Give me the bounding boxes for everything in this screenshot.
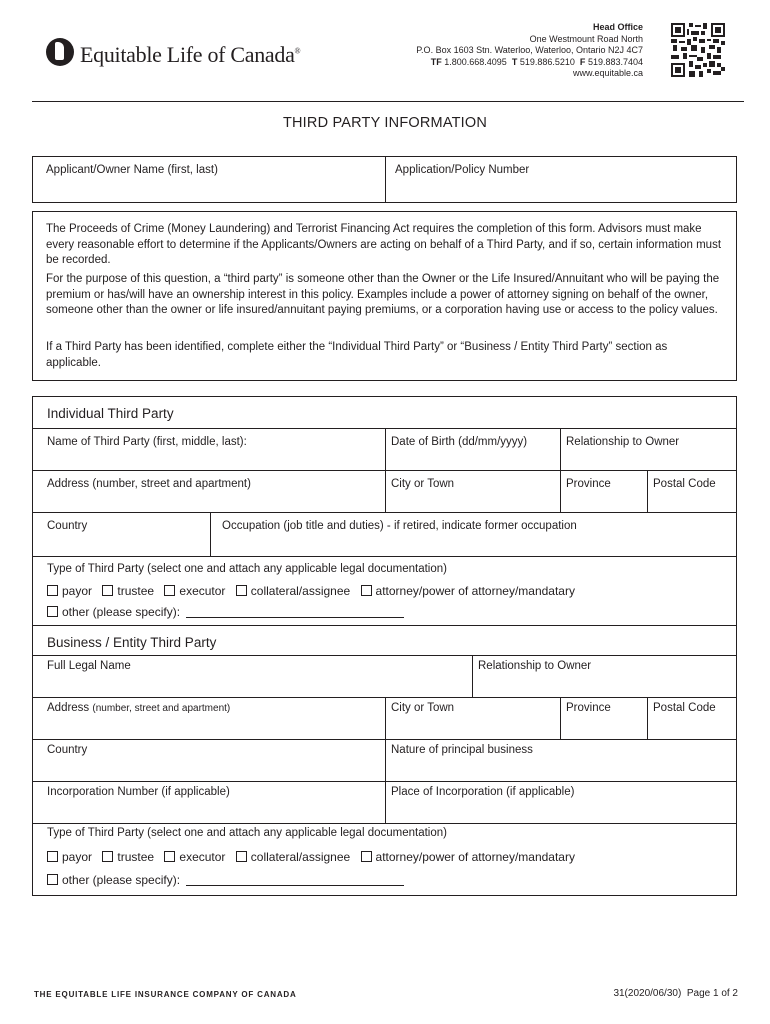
website: www.equitable.ca [572,68,643,78]
col-divider [385,781,386,823]
checkbox-icon[interactable] [236,585,247,596]
footer-company: THE EQUITABLE LIFE INSURANCE COMPANY OF CANADA [34,990,297,999]
individual-heading: Individual Third Party [47,406,174,421]
business-relationship-field[interactable]: Relationship to Owner [478,660,592,672]
checkbox-icon[interactable] [236,851,247,862]
business-type-options [47,850,582,864]
business-type-label: Type of Third Party (select one and attach any applicable legal documentation) [47,827,447,839]
incorporation-number-field[interactable]: Incorporation Number (if applicable) [47,786,230,798]
business-city-field[interactable]: City or Town [391,702,455,714]
individual-postal-code-field[interactable]: Postal Code [653,478,716,490]
col-divider [385,697,386,739]
address-line-1: One Westmount Road North [529,33,643,44]
col-divider [560,470,561,512]
business-option-attorney[interactable]: attorney/power of attorney/mandatary [361,850,575,864]
individual-type-options [47,584,582,598]
page-title: THIRD PARTY INFORMATION [282,115,488,131]
checkbox-icon[interactable] [47,851,58,862]
other-specify-line[interactable] [186,617,404,618]
business-option-collateral[interactable]: collateral/assignee [236,850,350,864]
intro-paragraph-2: For the purpose of this question, a “third party” is someone other than the Owner or the Life Insured/Annuitant who will be paying the premium or has/will have an ownership interest in this policy. Examples include a power of attorney signing on behalf of the owner, someone other than the owner or life insured/annuitant paying premiums, or a corporation having use or access to the policy values. [46,273,720,316]
row-divider [32,556,737,557]
head-office-block [323,22,643,80]
checkbox-icon[interactable] [361,851,372,862]
individual-city-field[interactable]: City or Town [391,478,455,490]
checkbox-icon[interactable] [361,585,372,596]
footer-page-info: 31(2020/06/30) Page 1 of 2 [613,988,738,999]
qr-code-icon [671,23,725,77]
business-postal-code-field[interactable]: Postal Code [653,702,716,714]
business-province-field[interactable]: Province [566,702,611,714]
row-divider [32,655,737,656]
checkbox-icon[interactable] [102,585,113,596]
checkbox-icon[interactable] [47,585,58,596]
full-legal-name-field[interactable]: Full Legal Name [47,660,131,672]
header-divider [32,101,744,102]
individual-type-label: Type of Third Party (select one and attach any applicable legal documentation) [47,563,447,575]
col-divider [647,470,648,512]
business-option-other[interactable]: other (please specify): [47,873,404,887]
address-line-2: P.O. Box 1603 Stn. Waterloo, Waterloo, Ontario N2J 4C7 [416,45,643,55]
business-option-payor[interactable]: payor [47,850,92,864]
business-option-executor[interactable]: executor [164,850,225,864]
col-divider [472,655,473,697]
date-of-birth-field[interactable]: Date of Birth (dd/mm/yyyy) [391,436,528,448]
individual-option-executor[interactable]: executor [164,584,225,598]
section-divider [32,625,737,626]
col-divider [385,739,386,781]
business-heading: Business / Entity Third Party [47,635,217,650]
individual-option-payor[interactable]: payor [47,584,92,598]
col-divider [385,470,386,512]
third-party-name-field[interactable]: Name of Third Party (first, middle, last): [47,436,247,448]
individual-option-trustee[interactable]: trustee [102,584,154,598]
business-address-field[interactable]: Address (number, street and apartment) [47,702,231,714]
business-country-field[interactable]: Country [47,744,88,756]
individual-country-field[interactable]: Country [47,520,88,532]
individual-relationship-field[interactable]: Relationship to Owner [566,436,680,448]
business-option-trustee[interactable]: trustee [102,850,154,864]
col-divider [210,512,211,556]
col-divider [385,428,386,470]
individual-address-field[interactable]: Address (number, street and apartment) [47,478,251,490]
equitable-logo-icon [46,38,74,66]
intro-paragraph-1: The Proceeds of Crime (Money Laundering) and Terrorist Financing Act requires the completion of this form. Advisors must make every reasonable effort to determine if the Applicants/Owners are acting on behalf of a Third Party, and if so, certain information must be recorded. [46,223,722,266]
row-divider [32,512,737,513]
col-divider [647,697,648,739]
individual-option-collateral[interactable]: collateral/assignee [236,584,350,598]
company-logo-text: Equitable Life of Canada® [80,42,301,67]
checkbox-icon[interactable] [102,851,113,862]
other-specify-line[interactable] [186,885,404,886]
occupation-field[interactable]: Occupation (job title and duties) - if retired, indicate former occupation [222,520,577,532]
col-divider [560,428,561,470]
checkbox-icon[interactable] [47,874,58,885]
checkbox-icon[interactable] [47,606,58,617]
applicant-name-field[interactable]: Applicant/Owner Name (first, last) [46,164,218,176]
individual-province-field[interactable]: Province [566,478,611,490]
phone-line: TF 1.800.668.4095 T 519.886.5210 F 519.883.7404 [430,56,643,67]
nature-of-business-field[interactable]: Nature of principal business [391,744,533,756]
checkbox-icon[interactable] [164,851,175,862]
checkbox-icon[interactable] [164,585,175,596]
intro-paragraph-3: If a Third Party has been identified, complete either the “Individual Third Party” or “Business / Entity Third Party” section as applicable. [46,341,668,369]
individual-option-other[interactable]: other (please specify): [47,605,404,619]
place-of-incorporation-field[interactable]: Place of Incorporation (if applicable) [391,786,575,798]
col-divider [560,697,561,739]
individual-option-attorney[interactable]: attorney/power of attorney/mandatary [361,584,575,598]
top-fields-divider [385,156,386,203]
row-divider [32,823,737,824]
policy-number-field[interactable]: Application/Policy Number [395,164,530,176]
office-title: Head Office [592,22,643,32]
